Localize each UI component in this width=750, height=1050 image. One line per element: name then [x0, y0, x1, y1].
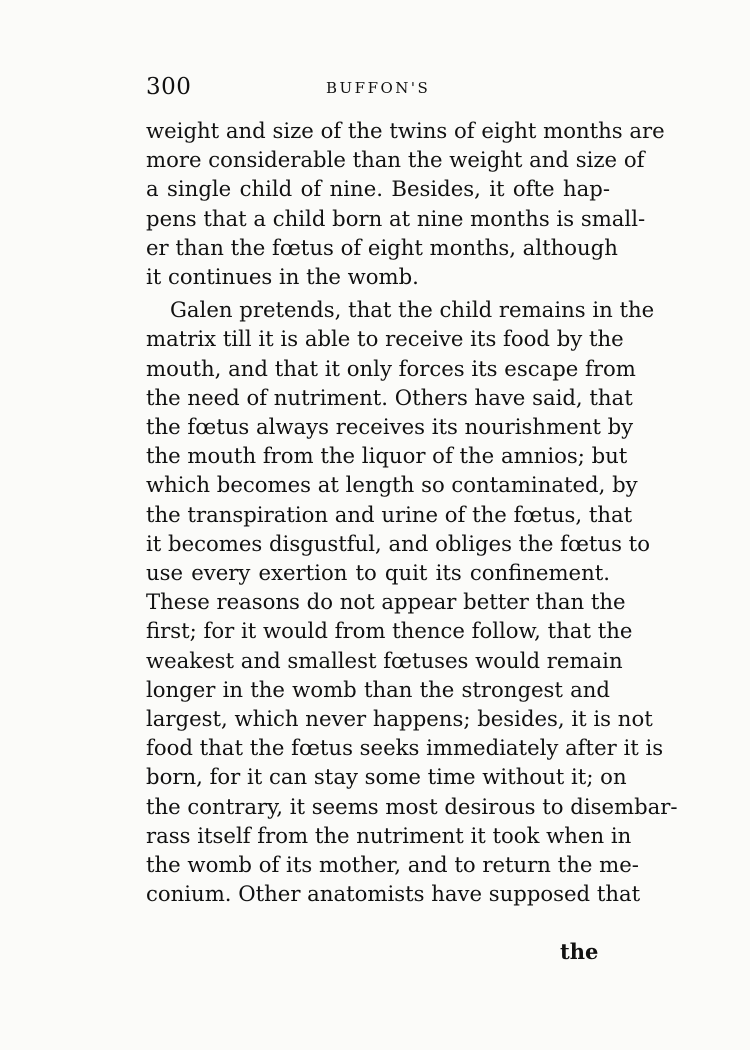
text-line: the transpiration and urine of the fœtus, that — [146, 501, 633, 527]
text-line: conium. Other anatomists have supposed that — [146, 881, 641, 907]
page-number: 300 — [146, 74, 192, 100]
text-line: which becomes at length so contaminated, by — [146, 472, 638, 498]
text-line: rass itself from the nutriment it took when in — [146, 822, 632, 848]
text-line: er than the fœtus of eight months, although — [146, 234, 618, 260]
page-header — [146, 74, 610, 106]
text-line: longer in the womb than the strongest and — [146, 676, 610, 702]
text-line: food that the fœtus seeks immediately after it is — [146, 735, 664, 761]
text-line: mouth, and that it only forces its escape from — [146, 355, 636, 381]
text-line: the womb of its mother, and to return the me- — [146, 852, 639, 878]
text-line: These reasons do not appear better than the — [146, 589, 626, 615]
text-line: the need of nutriment. Others have said, that — [146, 384, 633, 410]
text-line: the contrary, it seems most desirous to disembar- — [146, 793, 678, 819]
text-line: weight and size of the twins of eight months are — [146, 118, 665, 143]
text-line: first; for it would from thence follow, that the — [146, 618, 633, 644]
text-line: pens that a child born at nine months is small- — [146, 205, 646, 231]
text-line: matrix till it is able to receive its food by the — [146, 326, 624, 352]
text-line: weakest and smallest fœtuses would remain — [146, 647, 623, 673]
text-line: a single child of nine. Besides, it ofte hap- — [146, 176, 610, 202]
catchword: the — [560, 939, 599, 964]
body-text — [146, 116, 678, 908]
running-head: BUFFON'S — [326, 79, 431, 97]
text-line: Galen pretends, that the child remains in the — [170, 297, 655, 323]
text-line: use every exertion to quit its confinement. — [146, 560, 610, 586]
text-line: it becomes disgustful, and obliges the fœtus to — [146, 530, 650, 556]
text-line: it continues in the womb. — [146, 264, 419, 290]
paragraph-2 — [146, 295, 678, 908]
text-line: the fœtus always receives its nourishment by — [146, 414, 634, 440]
paragraph-1 — [146, 116, 665, 291]
text-line: born, for it can stay some time without it; on — [146, 764, 627, 790]
text-line: more considerable than the weight and size of — [146, 147, 645, 173]
text-line: the mouth from the liquor of the amnios; but — [146, 443, 628, 469]
text-line: largest, which never happens; besides, it is not — [146, 706, 653, 732]
